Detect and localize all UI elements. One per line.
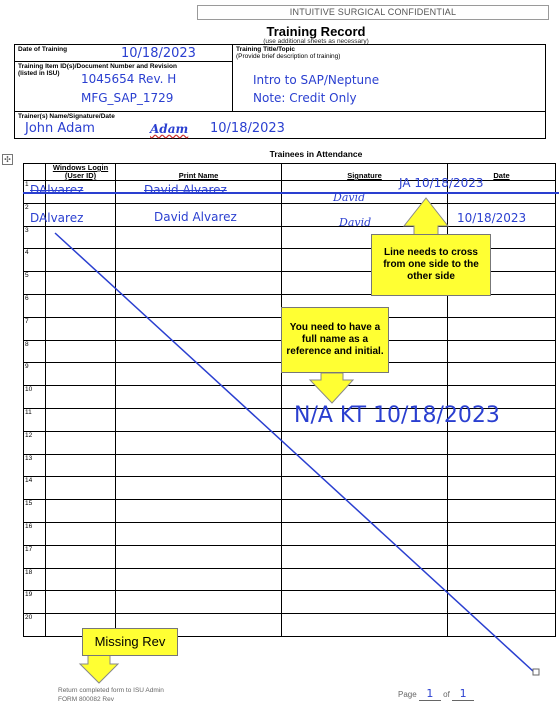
row-number: 4 [24,249,46,272]
row-number: 8 [24,340,46,363]
footer-return-text: Return completed form to ISU Admin [58,687,164,694]
na-note: N/A KT 10/18/2023 [294,403,500,428]
col-login-sub: (User ID) [64,171,97,180]
trainer-name: John Adam [25,121,95,136]
row-number: 14 [24,477,46,500]
row-number: 1 [24,181,46,204]
form-subtitle: (use additional sheets as necessary) [263,38,369,45]
na-diagonal-line [55,233,534,672]
row1-login: DAlvarez [30,183,84,197]
item-label: Training Item ID(s)/Document Number and Revision [18,63,177,70]
table-move-handle-icon[interactable]: ✣ [2,154,13,165]
topic-line-2: Note: Credit Only [253,91,357,105]
col-date: Date [448,164,556,181]
trainer-date: 10/18/2023 [210,121,285,136]
topic-line-1: Intro to SAP/Neptune [253,73,380,87]
row-number: 6 [24,294,46,317]
callout-missing-rev: Missing Rev [82,628,178,656]
date-label: Date of Training [18,46,68,53]
item-line-1: 1045654 Rev. H [81,72,177,86]
page-indicator [398,687,474,701]
page-total: 1 [452,687,474,701]
row-number: 20 [24,614,46,637]
confidential-banner: INTUITIVE SURGICAL CONFIDENTIAL [197,5,549,20]
row-number: 9 [24,363,46,386]
row-number: 17 [24,545,46,568]
page-word: Page [398,690,417,699]
callout-line-cross: Line needs to cross from one side to the other side [371,234,491,296]
line-handle[interactable] [533,669,539,675]
date-value: 10/18/2023 [121,46,196,61]
item-sublabel: (listed in ISU) [18,70,60,77]
row1-correction: JA 10/18/2023 [399,176,484,190]
callout-arrow-down [310,373,353,403]
item-line-2: MFG_SAP_1729 [81,91,174,105]
row2-signature: David [339,216,372,229]
callout-full-name: You need to have a full name as a reference and initial. [281,307,389,373]
row-number: 16 [24,522,46,545]
trainees-label: Trainees in Attendance [269,149,363,159]
callout-arrow-up [404,198,448,236]
col-print-name: Print Name [116,164,282,181]
trainer-signature: Adam [150,122,189,136]
page-number: 1 [419,687,441,701]
of-word: of [443,690,450,699]
footer-form-number: FORM 800082 Rev [58,696,114,703]
row-number: 3 [24,226,46,249]
row-number: 5 [24,272,46,295]
topic-label: Training Title/Topic [236,46,295,53]
row-number: 18 [24,568,46,591]
row-number: 19 [24,591,46,614]
row-number: 13 [24,454,46,477]
form-title: Training Record [266,24,366,39]
row2-date: 10/18/2023 [457,211,527,225]
row-number: 12 [24,431,46,454]
row-number: 2 [24,203,46,226]
row2-name: David Alvarez [154,210,237,224]
missing-rev-arrow [80,654,118,683]
col-login-title: Windows Login [52,163,109,172]
row1-signature: David [333,191,366,204]
topic-sublabel: (Provide brief description of training) [236,53,341,60]
col-signature: Signature [282,164,448,181]
row-number: 15 [24,500,46,523]
row-number: 7 [24,317,46,340]
row1-name: David Alvarez [144,183,227,197]
row-number: 10 [24,386,46,409]
trainer-label: Trainer(s) Name/Signature/Date [18,113,115,120]
row-number: 11 [24,408,46,431]
row2-login: DAlvarez [30,211,84,225]
